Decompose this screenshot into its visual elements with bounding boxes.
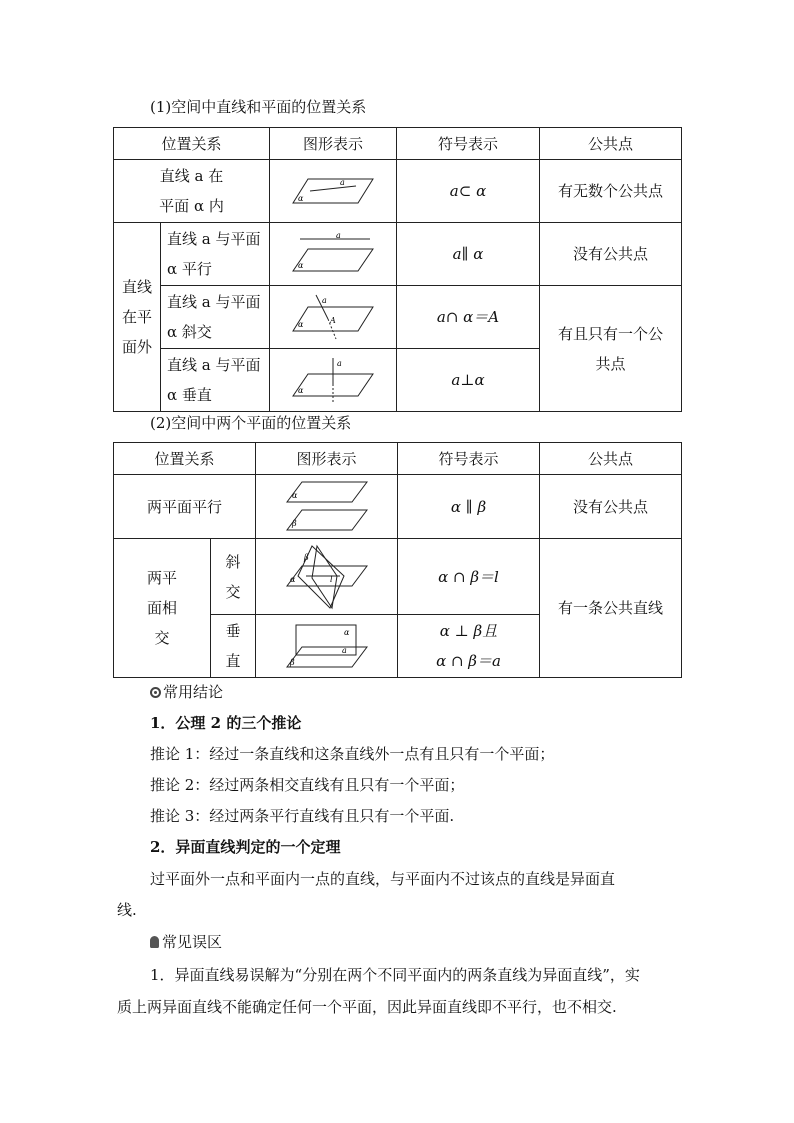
label-alpha: α [298,194,304,203]
label-alpha: α [289,574,295,584]
conclusion-item2-title: 2．异面直线判定的一个定理 [150,838,341,856]
relation-text: 直线 a 与平面 [167,230,261,248]
corollary-3: 推论 3：经过两条平行直线有且只有一个平面. [150,807,455,825]
label-alpha: α [343,628,349,637]
label-A: A [330,316,336,325]
sub-oblique [211,539,256,615]
relation-parallel [161,223,270,286]
sub-text: 斜 [225,552,241,571]
group-text: 直线 [121,278,152,296]
relation-text: 直线 a 与平面 [167,293,261,311]
figure-oblique-planes [256,539,398,615]
label-alpha: α [298,320,304,329]
relation-text: 平面 α 内 [159,197,224,215]
group-text: 交 [154,629,170,647]
lightbulb-icon [150,936,159,948]
sub-text: 直 [225,652,241,670]
header-common-points: 公共点 [540,128,682,160]
line-plane-relation-table [113,127,682,412]
mistakes-heading-text: 常见误区 [162,933,223,951]
conclusions-heading-text: 常用结论 [163,683,224,701]
relation-text: α 斜交 [167,323,212,341]
symbol-text: α ⊥ β且 [439,622,498,640]
group-text: 面外 [121,338,152,356]
oblique-planes-diagram [282,542,372,612]
header-symbol: 符号表示 [397,128,540,160]
common-text: 共点 [595,354,626,373]
relation-text: 直线 a 与平面 [167,356,261,374]
figure-perpendicular [270,349,397,412]
symbol-oblique-planes: α ∩ β＝l [398,539,540,615]
label-beta: β [289,658,295,667]
corollary-2: 推论 2：经过两条相交直线有且只有一个平面； [150,776,465,794]
table1-caption: (1)空间中直线和平面的位置关系 [150,98,367,116]
label-alpha: α [291,490,297,500]
header-symbol: 符号表示 [398,443,540,475]
symbol-line-in-plane: a⊂ α [397,160,540,223]
parallel-planes-diagram [282,478,372,536]
common-one-point [540,286,682,412]
label-a: a [322,296,327,305]
label-beta: β [291,518,297,528]
mistakes-heading [150,931,222,952]
theorem-line-1: 过平面外一点和平面内一点的直线，与平面内不过该点的直线是异面直 [150,870,616,888]
conclusion-item1-title: 1．公理 2 的三个推论 [150,714,302,732]
label-alpha: α [298,386,304,395]
header-figure: 图形表示 [270,128,397,160]
figure-parallel-planes [256,475,398,539]
label-l: l [329,574,333,584]
common-parallel-planes: 没有公共点 [540,475,682,539]
sub-perpendicular [211,615,256,678]
figure-perpendicular-planes [256,615,398,678]
mistake-line-2: 质上两异面直线不能确定任何一个平面，因此异面直线即不平行，也不相交. [117,998,617,1016]
conclusions-heading [150,681,223,702]
symbol-parallel-planes: α ∥ β [398,475,540,539]
mistake-line-1: 1．异面直线易误解为“分别在两个不同平面内的两条直线为异面直线”，实 [150,966,640,984]
figure-parallel [270,223,397,286]
line-parallel-plane-diagram [288,233,378,275]
common-text: 有且只有一个公 [558,324,664,343]
sub-text: 垂 [225,622,241,640]
relation-line-in-plane [114,160,270,223]
relation-text: α 垂直 [167,386,212,404]
header-figure: 图形表示 [256,443,398,475]
common-parallel: 没有公共点 [540,223,682,286]
line-perpendicular-plane-diagram [288,356,378,404]
perpendicular-planes-diagram [282,621,372,671]
label-beta: β [303,552,309,562]
group-line-outside-plane [114,223,161,412]
badge-icon [150,687,161,698]
header-common-points: 公共点 [540,443,682,475]
label-a: a [336,233,341,240]
header-position-relation: 位置关系 [114,443,256,475]
relation-perpendicular [161,349,270,412]
symbol-perpendicular: a⊥α [397,349,540,412]
relation-oblique [161,286,270,349]
symbol-perpendicular-planes [398,615,540,678]
symbol-text: α ∩ β＝a [436,652,501,670]
group-text: 面相 [146,599,177,617]
symbol-parallel: a∥ α [397,223,540,286]
relation-text: 直线 a 在 [159,167,224,185]
figure-line-in-plane [270,160,397,223]
group-intersecting-planes [114,539,211,678]
label-a: a [337,359,342,368]
label-alpha: α [298,261,304,270]
corollary-1: 推论 1：经过一条直线和这条直线外一点有且只有一个平面； [150,745,555,763]
relation-text: α 平行 [167,260,212,278]
line-in-plane-diagram [288,171,378,211]
figure-oblique [270,286,397,349]
sub-text: 交 [225,582,241,601]
common-intersecting-planes: 有一条公共直线 [540,539,682,678]
plane-plane-relation-table [113,442,682,678]
group-text: 两平 [146,569,177,587]
label-a: a [340,178,345,187]
label-a: a [341,646,347,655]
line-oblique-plane-diagram [288,293,378,341]
relation-parallel-planes: 两平面平行 [114,475,256,539]
header-position-relation: 位置关系 [114,128,270,160]
symbol-oblique: a∩ α＝A [397,286,540,349]
common-line-in-plane: 有无数个公共点 [540,160,682,223]
table2-caption: (2)空间中两个平面的位置关系 [150,414,352,432]
group-text: 在平 [121,308,152,326]
theorem-line-2: 线. [117,901,137,919]
